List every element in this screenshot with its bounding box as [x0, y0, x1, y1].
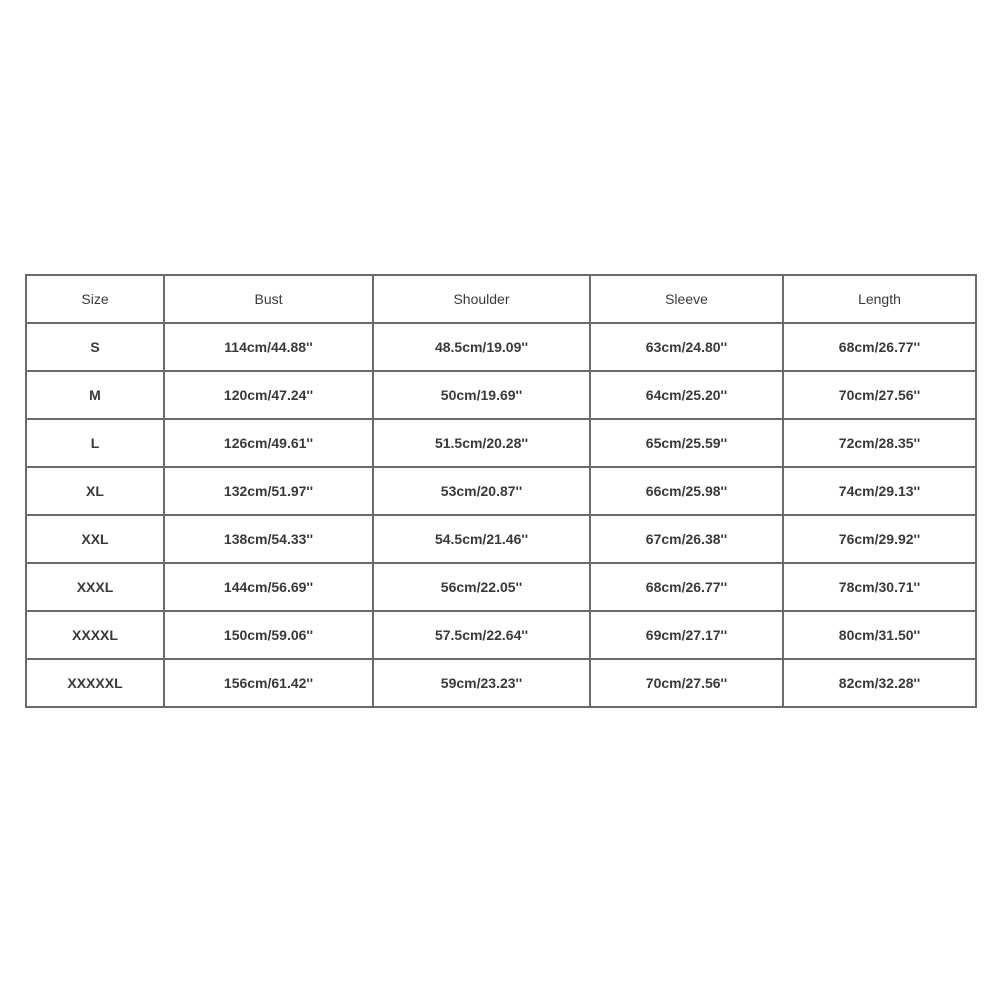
cell-shoulder: 56cm/22.05''	[373, 563, 590, 611]
cell-sleeve: 65cm/25.59''	[590, 419, 783, 467]
cell-sleeve: 69cm/27.17''	[590, 611, 783, 659]
cell-shoulder: 59cm/23.23''	[373, 659, 590, 707]
cell-bust: 120cm/47.24''	[164, 371, 373, 419]
table-row	[26, 611, 976, 659]
table-row	[26, 323, 976, 371]
cell-sleeve: 66cm/25.98''	[590, 467, 783, 515]
cell-sleeve: 68cm/26.77''	[590, 563, 783, 611]
cell-shoulder: 48.5cm/19.09''	[373, 323, 590, 371]
cell-bust: 150cm/59.06''	[164, 611, 373, 659]
cell-size: XXXXL	[26, 611, 164, 659]
cell-length: 74cm/29.13''	[783, 467, 976, 515]
cell-bust: 126cm/49.61''	[164, 419, 373, 467]
table-row	[26, 515, 976, 563]
cell-length: 80cm/31.50''	[783, 611, 976, 659]
table-row	[26, 563, 976, 611]
cell-shoulder: 54.5cm/21.46''	[373, 515, 590, 563]
header-shoulder: Shoulder	[373, 275, 590, 323]
cell-bust: 156cm/61.42''	[164, 659, 373, 707]
header-size: Size	[26, 275, 164, 323]
header-bust: Bust	[164, 275, 373, 323]
cell-sleeve: 63cm/24.80''	[590, 323, 783, 371]
header-sleeve: Sleeve	[590, 275, 783, 323]
cell-length: 78cm/30.71''	[783, 563, 976, 611]
cell-size: XXXL	[26, 563, 164, 611]
cell-sleeve: 64cm/25.20''	[590, 371, 783, 419]
header-row	[26, 275, 976, 323]
cell-size: S	[26, 323, 164, 371]
table-row	[26, 467, 976, 515]
cell-shoulder: 50cm/19.69''	[373, 371, 590, 419]
cell-length: 70cm/27.56''	[783, 371, 976, 419]
cell-bust: 144cm/56.69''	[164, 563, 373, 611]
cell-sleeve: 70cm/27.56''	[590, 659, 783, 707]
cell-length: 76cm/29.92''	[783, 515, 976, 563]
table-row	[26, 371, 976, 419]
cell-shoulder: 53cm/20.87''	[373, 467, 590, 515]
cell-bust: 132cm/51.97''	[164, 467, 373, 515]
cell-length: 72cm/28.35''	[783, 419, 976, 467]
cell-sleeve: 67cm/26.38''	[590, 515, 783, 563]
cell-bust: 138cm/54.33''	[164, 515, 373, 563]
cell-size: M	[26, 371, 164, 419]
cell-shoulder: 51.5cm/20.28''	[373, 419, 590, 467]
table-row	[26, 419, 976, 467]
cell-size: XL	[26, 467, 164, 515]
cell-size: L	[26, 419, 164, 467]
cell-length: 68cm/26.77''	[783, 323, 976, 371]
cell-size: XXL	[26, 515, 164, 563]
table-row	[26, 659, 976, 707]
size-chart-table	[25, 274, 977, 708]
cell-bust: 114cm/44.88''	[164, 323, 373, 371]
cell-length: 82cm/32.28''	[783, 659, 976, 707]
header-length: Length	[783, 275, 976, 323]
cell-shoulder: 57.5cm/22.64''	[373, 611, 590, 659]
cell-size: XXXXXL	[26, 659, 164, 707]
